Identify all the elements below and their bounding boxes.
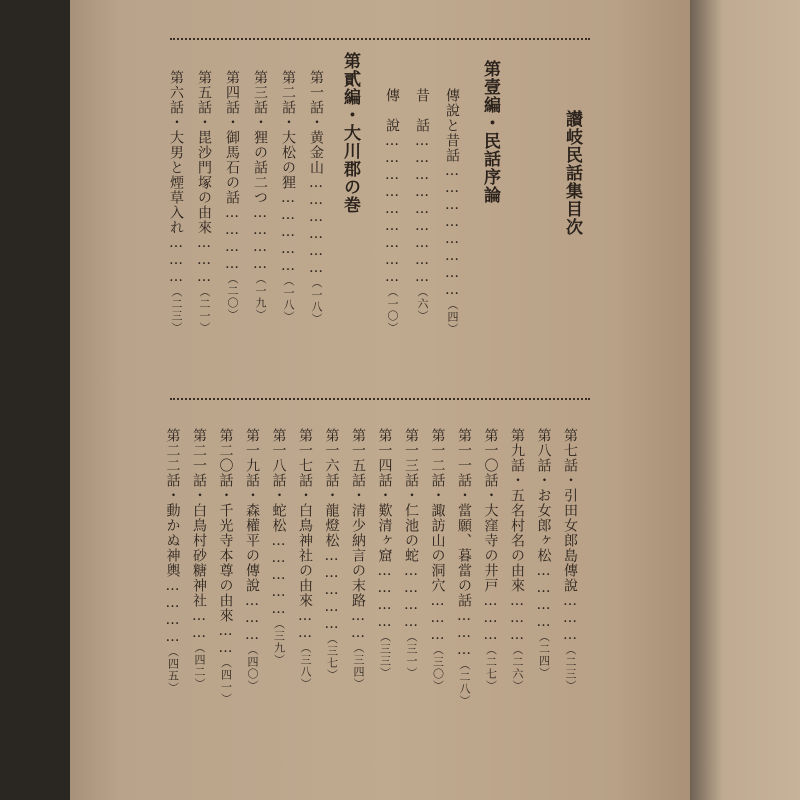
toc-entry xyxy=(194,70,214,334)
entry-leader: ……………………… xyxy=(414,133,430,286)
entry-leader: …… xyxy=(217,623,234,657)
entry-leader: ……… xyxy=(168,235,184,286)
entry-page: （三九） xyxy=(272,618,286,666)
entry-label: 第一七話・白鳥神社の由來 xyxy=(297,428,313,608)
entry-label: 第一九話・森權平の傳說 xyxy=(244,428,260,593)
entry-page: （三三） xyxy=(378,631,392,679)
toc-entry xyxy=(442,88,462,335)
toc-entry xyxy=(348,428,368,690)
entry-leader: ……… xyxy=(482,593,499,644)
entry-leader: ……… xyxy=(562,593,578,644)
entry-page: （四） xyxy=(446,299,459,335)
entry-label: 第二〇話・千光寺本尊の由來 xyxy=(217,428,234,623)
entry-leader: …………………… xyxy=(444,163,460,299)
toc-entry xyxy=(454,428,474,707)
entry-page: （一九） xyxy=(254,273,267,321)
entry-leader: ……… xyxy=(196,235,212,286)
toc-entry xyxy=(269,428,289,666)
toc-entry xyxy=(382,88,402,334)
entry-page: （二〇） xyxy=(226,273,239,321)
entry-page: （二六） xyxy=(511,644,524,692)
entry-leader: ……………… xyxy=(308,175,324,277)
entry-page: （一〇） xyxy=(386,286,399,334)
toc-entry xyxy=(222,70,242,321)
toc-entry xyxy=(306,70,326,325)
toc-entry xyxy=(412,88,432,322)
entry-label: 第一三話・仁池の蛇 xyxy=(403,428,419,563)
part-2-heading: 第貳編・大川郡の巻 xyxy=(340,52,360,214)
entry-label: 第六話・大男と煙草入れ xyxy=(168,70,184,235)
entry-leader: ……… xyxy=(456,608,472,659)
entry-leader: …………… xyxy=(323,548,340,633)
entry-page: （六） xyxy=(416,286,429,322)
toc-entry xyxy=(560,428,580,692)
entry-page: （一八） xyxy=(310,277,323,325)
entry-label: 第二話・大松の狸 xyxy=(280,70,296,190)
toc-entry xyxy=(216,428,236,705)
entry-label: 第一〇話・大窪寺の井戸 xyxy=(482,428,499,593)
toc-entry xyxy=(401,428,421,679)
entry-label: 第二一話・白鳥村砂糖神社 xyxy=(191,428,207,608)
entry-label: 傳 說 xyxy=(384,88,400,133)
entry-leader: ……………………… xyxy=(384,133,400,286)
entry-page: （二四） xyxy=(537,631,551,679)
toc-entry xyxy=(322,428,342,681)
entry-leader: ………… xyxy=(376,563,393,631)
entry-label: 第二二話・動かぬ神輿 xyxy=(164,428,181,578)
entry-page: （三一） xyxy=(405,631,418,679)
entry-leader: ……… xyxy=(429,593,446,644)
entry-label: 第一話・黄金山 xyxy=(308,70,324,175)
entry-leader: ………… xyxy=(403,563,419,631)
entry-label: 第五話・毘沙門塚の由來 xyxy=(196,70,212,235)
entry-page: （一八） xyxy=(282,275,295,323)
toc-entry xyxy=(189,428,209,690)
top-dotted-rule xyxy=(170,38,590,40)
book-gutter xyxy=(690,0,800,800)
entry-leader: ………… xyxy=(224,205,240,273)
toc-entry xyxy=(278,70,298,323)
entry-label: 第一二話・諏訪山の洞穴 xyxy=(429,428,446,593)
entry-page: （三〇） xyxy=(431,644,445,692)
entry-label: 第八話・お女郎ヶ松 xyxy=(535,428,552,563)
entry-page: （四五） xyxy=(166,646,180,694)
entry-page: （二一） xyxy=(198,286,211,334)
entry-label: 第一一話・當願、暮當の話 xyxy=(456,428,472,608)
entry-leader: …… xyxy=(191,608,207,642)
entry-page: （三七） xyxy=(325,633,339,681)
entry-page: （二八） xyxy=(458,659,471,707)
entry-leader: ………… xyxy=(164,578,181,646)
part-1-heading: 第壹編・民話序論 xyxy=(480,60,500,204)
toc-entry xyxy=(242,428,262,692)
entry-label: 第四話・御馬石の話 xyxy=(224,70,240,205)
entry-label: 第一八話・蛇松 xyxy=(270,428,287,533)
toc-entry xyxy=(428,428,448,692)
entry-page: （三四） xyxy=(352,642,365,690)
toc-entry xyxy=(166,70,186,334)
entry-leader: ………… xyxy=(535,563,552,631)
toc-entry xyxy=(507,428,527,692)
entry-leader: …………… xyxy=(280,190,296,275)
toc-title: 讃岐民話集目次 xyxy=(562,110,582,236)
entry-page: （二三） xyxy=(170,286,183,334)
entry-leader: ………… xyxy=(252,205,268,273)
entry-label: 第一五話・清少納言の末路 xyxy=(350,428,366,608)
entry-page: （四二） xyxy=(193,642,206,690)
middle-dotted-rule xyxy=(170,398,590,400)
entry-page: （二七） xyxy=(484,644,498,692)
entry-label: 第九話・五名村名の由來 xyxy=(509,428,525,593)
entry-page: （四〇） xyxy=(246,644,259,692)
toc-entry xyxy=(295,428,315,690)
entry-label: 第三話・狸の話二つ xyxy=(252,70,268,205)
entry-page: （二三） xyxy=(564,644,577,692)
toc-entry xyxy=(163,428,183,694)
entry-leader: …………… xyxy=(270,533,287,618)
toc-entry xyxy=(534,428,554,679)
entry-page: （三八） xyxy=(299,642,312,690)
entry-label: 第七話・引田女郎島傳說 xyxy=(562,428,578,593)
toc-entry xyxy=(481,428,501,692)
entry-label: 昔 話 xyxy=(414,88,430,133)
toc-entry xyxy=(250,70,270,321)
entry-label: 第一四話・歎清ヶ窟 xyxy=(376,428,393,563)
entry-label: 傳說と昔話 xyxy=(444,88,460,163)
entry-leader: ……… xyxy=(244,593,260,644)
entry-page: （四一） xyxy=(219,657,233,705)
toc-entry xyxy=(375,428,395,679)
entry-leader: …… xyxy=(297,608,313,642)
entry-leader: ……… xyxy=(509,593,525,644)
entry-leader: …… xyxy=(350,608,366,642)
entry-label: 第一六話・龍燈松 xyxy=(323,428,340,548)
